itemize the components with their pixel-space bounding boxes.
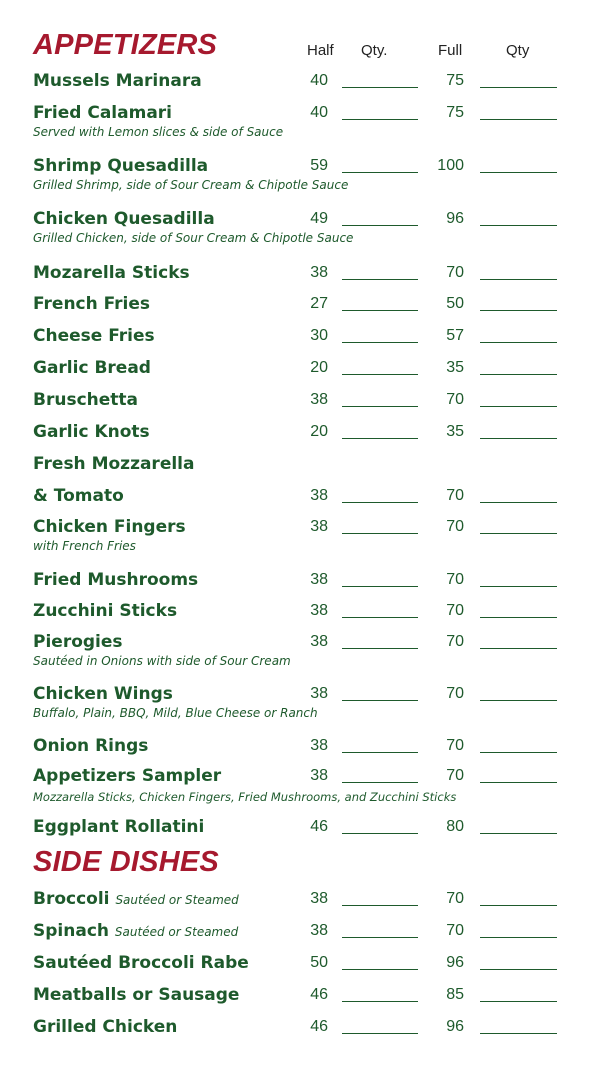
half-qty-line[interactable] bbox=[342, 119, 418, 120]
half-price: 38 bbox=[310, 922, 328, 939]
full-price: 70 bbox=[446, 264, 464, 281]
half-price: 59 bbox=[310, 157, 328, 174]
half-qty-line[interactable] bbox=[342, 172, 418, 173]
item-name: Mozarella Sticks bbox=[33, 263, 190, 283]
full-price: 70 bbox=[446, 518, 464, 535]
item-name: Meatballs or Sausage bbox=[33, 985, 240, 1005]
half-price: 40 bbox=[310, 104, 328, 121]
menu-item bbox=[0, 262, 600, 286]
half-qty-column-header: Qty. bbox=[361, 42, 388, 59]
half-qty-line[interactable] bbox=[342, 648, 418, 649]
half-qty-line[interactable] bbox=[342, 87, 418, 88]
full-qty-line[interactable] bbox=[480, 225, 557, 226]
full-qty-line[interactable] bbox=[480, 502, 557, 503]
menu-item bbox=[0, 888, 600, 912]
item-description: Buffalo, Plain, BBQ, Mild, Blue Cheese or Ranch bbox=[33, 706, 318, 720]
item-name: Cheese Fries bbox=[33, 326, 155, 346]
item-name-text: Spinach bbox=[33, 921, 109, 941]
half-qty-line[interactable] bbox=[342, 502, 418, 503]
item-name: French Fries bbox=[33, 294, 151, 314]
side-dishes-title: SIDE DISHES bbox=[33, 846, 219, 878]
full-qty-line[interactable] bbox=[480, 905, 557, 906]
full-qty-line[interactable] bbox=[480, 700, 557, 701]
full-qty-line[interactable] bbox=[480, 279, 557, 280]
item-name: Garlic Knots bbox=[33, 422, 150, 442]
item-name: Fried Calamari bbox=[33, 103, 172, 123]
item-description: Mozzarella Sticks, Chicken Fingers, Fried Mushrooms, and Zucchini Sticks bbox=[33, 790, 457, 804]
half-price: 46 bbox=[310, 986, 328, 1003]
half-qty-line[interactable] bbox=[342, 279, 418, 280]
half-price: 40 bbox=[310, 72, 328, 89]
full-price: 96 bbox=[446, 954, 464, 971]
item-name: & Tomato bbox=[33, 486, 124, 506]
menu-item bbox=[0, 70, 600, 94]
full-qty-line[interactable] bbox=[480, 969, 557, 970]
half-price: 38 bbox=[310, 767, 328, 784]
menu-item bbox=[0, 293, 600, 317]
item-description: Sautéed in Onions with side of Sour Cream bbox=[33, 654, 291, 668]
item-description: Grilled Chicken, side of Sour Cream & Chipotle Sauce bbox=[33, 231, 354, 245]
half-price: 46 bbox=[310, 818, 328, 835]
full-qty-line[interactable] bbox=[480, 406, 557, 407]
menu-item bbox=[0, 155, 600, 192]
half-price: 30 bbox=[310, 327, 328, 344]
item-description: with French Fries bbox=[33, 539, 136, 553]
full-price: 75 bbox=[446, 104, 464, 121]
full-price: 70 bbox=[446, 922, 464, 939]
full-price: 70 bbox=[446, 890, 464, 907]
full-qty-line[interactable] bbox=[480, 1001, 557, 1002]
menu-item bbox=[0, 389, 600, 413]
full-qty-line[interactable] bbox=[480, 648, 557, 649]
item-name: Fresh Mozzarella bbox=[33, 454, 195, 474]
half-qty-line[interactable] bbox=[342, 937, 418, 938]
full-price: 96 bbox=[446, 210, 464, 227]
menu-item bbox=[0, 357, 600, 381]
menu-item bbox=[0, 920, 600, 944]
menu-item bbox=[0, 102, 600, 139]
menu-item bbox=[0, 325, 600, 349]
menu-item bbox=[0, 421, 600, 445]
full-price: 96 bbox=[446, 1018, 464, 1035]
half-price: 38 bbox=[310, 737, 328, 754]
menu-item bbox=[0, 1016, 600, 1040]
item-name: Appetizers Sampler bbox=[33, 766, 222, 786]
full-qty-line[interactable] bbox=[480, 172, 557, 173]
full-price: 57 bbox=[446, 327, 464, 344]
half-price: 50 bbox=[310, 954, 328, 971]
item-name: Grilled Chicken bbox=[33, 1017, 178, 1037]
half-price: 38 bbox=[310, 890, 328, 907]
full-qty-line[interactable] bbox=[480, 937, 557, 938]
menu-item bbox=[0, 208, 600, 245]
menu-item bbox=[0, 631, 600, 668]
full-qty-column-header: Qty bbox=[506, 42, 530, 59]
half-qty-line[interactable] bbox=[342, 1001, 418, 1002]
item-name bbox=[33, 920, 238, 943]
half-qty-line[interactable] bbox=[342, 533, 418, 534]
full-qty-line[interactable] bbox=[480, 87, 557, 88]
menu-item bbox=[0, 765, 600, 804]
item-name: Pierogies bbox=[33, 632, 123, 652]
item-name: Eggplant Rollatini bbox=[33, 817, 205, 837]
full-price: 70 bbox=[446, 602, 464, 619]
half-price: 20 bbox=[310, 359, 328, 376]
full-qty-line[interactable] bbox=[480, 438, 557, 439]
half-qty-line[interactable] bbox=[342, 752, 418, 753]
full-price: 70 bbox=[446, 571, 464, 588]
full-qty-line[interactable] bbox=[480, 617, 557, 618]
item-name-text: Broccoli bbox=[33, 889, 110, 909]
half-qty-line[interactable] bbox=[342, 342, 418, 343]
full-price: 80 bbox=[446, 818, 464, 835]
half-qty-line[interactable] bbox=[342, 833, 418, 834]
item-name: Chicken Wings bbox=[33, 684, 173, 704]
full-qty-line[interactable] bbox=[480, 782, 557, 783]
item-name: Fried Mushrooms bbox=[33, 570, 199, 590]
menu-item bbox=[0, 984, 600, 1008]
full-price: 70 bbox=[446, 487, 464, 504]
item-name bbox=[33, 888, 239, 911]
half-price: 20 bbox=[310, 423, 328, 440]
half-qty-line[interactable] bbox=[342, 700, 418, 701]
half-qty-line[interactable] bbox=[342, 1033, 418, 1034]
half-qty-line[interactable] bbox=[342, 782, 418, 783]
half-price: 27 bbox=[310, 295, 328, 312]
half-price: 38 bbox=[310, 571, 328, 588]
half-qty-line[interactable] bbox=[342, 310, 418, 311]
full-qty-line[interactable] bbox=[480, 1033, 557, 1034]
full-price: 100 bbox=[437, 157, 464, 174]
full-qty-line[interactable] bbox=[480, 752, 557, 753]
full-qty-line[interactable] bbox=[480, 533, 557, 534]
half-qty-line[interactable] bbox=[342, 586, 418, 587]
menu-item bbox=[0, 683, 600, 720]
item-name: Garlic Bread bbox=[33, 358, 151, 378]
item-description: Grilled Shrimp, side of Sour Cream & Chipotle Sauce bbox=[33, 178, 349, 192]
half-qty-line[interactable] bbox=[342, 905, 418, 906]
item-note: Sautéed or Steamed bbox=[114, 925, 239, 939]
half-price: 38 bbox=[310, 264, 328, 281]
menu-item bbox=[0, 516, 600, 553]
menu-item bbox=[0, 600, 600, 624]
item-name: Chicken Quesadilla bbox=[33, 209, 215, 229]
half-price: 49 bbox=[310, 210, 328, 227]
full-price: 70 bbox=[446, 685, 464, 702]
full-price: 85 bbox=[446, 986, 464, 1003]
half-qty-line[interactable] bbox=[342, 225, 418, 226]
item-note: Sautéed or Steamed bbox=[115, 893, 239, 907]
item-name: Chicken Fingers bbox=[33, 517, 186, 537]
menu-item bbox=[0, 952, 600, 976]
half-qty-line[interactable] bbox=[342, 374, 418, 375]
item-name: Onion Rings bbox=[33, 736, 149, 756]
full-qty-line[interactable] bbox=[480, 586, 557, 587]
half-price: 38 bbox=[310, 633, 328, 650]
full-price: 70 bbox=[446, 391, 464, 408]
half-price: 38 bbox=[310, 487, 328, 504]
item-name: Mussels Marinara bbox=[33, 71, 202, 91]
full-price: 70 bbox=[446, 633, 464, 650]
full-qty-line[interactable] bbox=[480, 310, 557, 311]
half-qty-line[interactable] bbox=[342, 969, 418, 970]
appetizers-title: APPETIZERS bbox=[33, 29, 218, 61]
full-price: 70 bbox=[446, 767, 464, 784]
item-name: Shrimp Quesadilla bbox=[33, 156, 209, 176]
full-column-header: Full bbox=[438, 42, 463, 59]
item-name: Zucchini Sticks bbox=[33, 601, 178, 621]
full-price: 35 bbox=[446, 423, 464, 440]
half-price: 38 bbox=[310, 518, 328, 535]
menu-item bbox=[0, 735, 600, 759]
item-name: Bruschetta bbox=[33, 390, 138, 410]
item-name: Sautéed Broccoli Rabe bbox=[33, 953, 249, 973]
full-qty-line[interactable] bbox=[480, 374, 557, 375]
menu-item bbox=[0, 816, 600, 840]
half-column-header: Half bbox=[307, 42, 334, 59]
full-price: 35 bbox=[446, 359, 464, 376]
item-description: Served with Lemon slices & side of Sauce bbox=[33, 125, 284, 139]
half-qty-line[interactable] bbox=[342, 438, 418, 439]
half-price: 38 bbox=[310, 602, 328, 619]
full-qty-line[interactable] bbox=[480, 342, 557, 343]
half-price: 38 bbox=[310, 685, 328, 702]
menu-item bbox=[0, 569, 600, 593]
full-price: 75 bbox=[446, 72, 464, 89]
full-price: 70 bbox=[446, 737, 464, 754]
half-qty-line[interactable] bbox=[342, 406, 418, 407]
menu-item bbox=[0, 453, 600, 477]
full-qty-line[interactable] bbox=[480, 119, 557, 120]
half-qty-line[interactable] bbox=[342, 617, 418, 618]
full-qty-line[interactable] bbox=[480, 833, 557, 834]
menu-item bbox=[0, 485, 600, 509]
half-price: 38 bbox=[310, 391, 328, 408]
full-price: 50 bbox=[446, 295, 464, 312]
half-price: 46 bbox=[310, 1018, 328, 1035]
